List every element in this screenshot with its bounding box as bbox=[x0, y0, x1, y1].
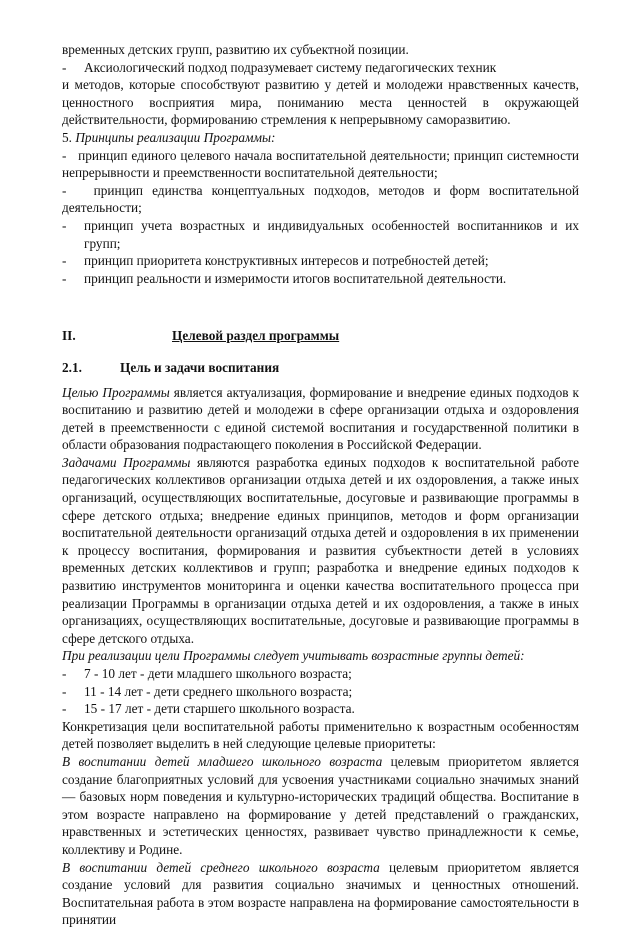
section-number: II. bbox=[62, 328, 76, 344]
list-dash: - bbox=[62, 217, 67, 233]
junior-text: целевым приоритетом является создание благоприятных условий для усвоения участниками социально значимых знаний — базовых норм поведения и культурно-исторических традиций общества. Воспитание в этом возрасте направлено на формирование у детей представлений о гражданских, нравственных и эстетических ценностях, развивает чувство принадлежности к семье, коллективу и Родине. bbox=[62, 753, 580, 857]
axiological-text: Аксиологический подход подразумевает систему педагогических техник bbox=[84, 59, 497, 75]
principles-heading bbox=[62, 129, 579, 147]
section-heading bbox=[62, 327, 579, 345]
principle-item bbox=[62, 252, 579, 270]
section-title: Целевой раздел программы bbox=[172, 328, 340, 344]
junior-paragraph bbox=[62, 753, 579, 859]
goal-text: является актуализация, формирование и внедрение единых подходов к воспитанию и развитию детей и молодежи в сфере организации отдыха и оздоровления детей в преемственности с единой системой воспитания и государственной политики в области образования подрастающего поколения в Российской Федерации. bbox=[62, 384, 579, 453]
middle-text: целевым приоритетом является создание условий для развития социально значимых и ценностных отношений. Воспитательная работа в этом возрасте направлена на формирование самостоятельности в принятии bbox=[62, 859, 580, 928]
principle-item bbox=[62, 147, 579, 182]
list-dash: - bbox=[62, 683, 67, 699]
tasks-paragraph bbox=[62, 454, 579, 648]
age-item bbox=[62, 683, 579, 701]
principle-text: принцип учета возрастных и индивидуальных особенностей воспитанников и их групп; bbox=[84, 217, 579, 251]
subsection-title: Цель и задачи воспитания bbox=[120, 359, 280, 375]
age-item bbox=[62, 665, 579, 683]
ages-heading: При реализации цели Программы следует учитывать возрастные группы детей: bbox=[62, 648, 525, 664]
principle-text: принцип реальности и измеримости итогов воспитательной деятельности. bbox=[84, 270, 507, 286]
goal-paragraph bbox=[62, 384, 579, 454]
age-text: 11 - 14 лет - дети среднего школьного возраста; bbox=[84, 683, 353, 699]
document-page bbox=[62, 41, 579, 929]
intro-line: временных детских групп, развитию их субъектной позиции. bbox=[62, 42, 409, 57]
middle-lead: В воспитании детей среднего школьного возраста bbox=[62, 859, 380, 875]
tasks-text: являются разработка единых подходов к воспитательной работе педагогических коллективов организации отдыха детей и их оздоровления, а также иных организаций, осуществляющих воспитательные, досуговые и развивающие программы в сфере детского отдыха; внедрение единых принципов, методов и форм организации воспитательной деятельности организаций отдыха детей и оздоровления в их применении к процессу воспитания, формирования и развития субъектности детей в условиях временных детских коллективов и групп; разработка и внедрение единых подходов к развитию инструментов мониторинга и оценки качества воспитательного процесса при реализации Программы в организации отдыха детей и их оздоровления, а также в иных организациях, осуществляющих воспитательные, досуговые и развивающие программы в сфере детского отдыха. bbox=[62, 454, 579, 646]
subsection-heading bbox=[62, 359, 579, 377]
list-dash: - bbox=[62, 253, 67, 269]
axiological-item bbox=[62, 59, 579, 77]
list-dash: - bbox=[62, 59, 67, 75]
principles-number: 5. bbox=[62, 129, 72, 145]
goal-lead: Целью Программы bbox=[62, 384, 170, 400]
principle-text: принцип приоритета конструктивных интересов и потребностей детей; bbox=[84, 253, 489, 269]
age-text: 15 - 17 лет - дети старшего школьного возраста. bbox=[84, 701, 355, 717]
junior-lead: В воспитании детей младшего школьного возраста bbox=[62, 753, 383, 769]
list-dash: - bbox=[62, 182, 67, 198]
tasks-lead: Задачами Программы bbox=[62, 454, 191, 470]
axiological-continuation: и методов, которые способствуют развитию у детей и молодежи нравственных качеств, ценностного восприятия мира, пониманию места ценностей в окружающей действительности, формированию стремления к непрерывному саморазвитию. bbox=[62, 77, 579, 128]
middle-paragraph bbox=[62, 859, 579, 929]
principle-item bbox=[62, 217, 579, 252]
principle-text: принцип единого целевого начала воспитательной деятельности; принцип системности непрерывности и преемственности воспитательной деятельности; bbox=[62, 147, 579, 181]
list-dash: - bbox=[62, 270, 67, 286]
list-dash: - bbox=[62, 666, 67, 681]
principle-text: принцип единства концептуальных подходов, методов и форм воспитательной деятельности; bbox=[62, 182, 579, 216]
concretization-paragraph: Конкретизация цели воспитательной работы применительно к возрастным особенностям детей позволяет выделить в ней следующие целевые приоритеты: bbox=[62, 718, 579, 752]
principles-list bbox=[62, 147, 579, 288]
principles-title: Принципы реализации Программы: bbox=[75, 129, 276, 145]
list-dash: - bbox=[62, 147, 67, 163]
list-dash: - bbox=[62, 701, 67, 717]
ages-list bbox=[62, 665, 579, 718]
subsection-number: 2.1. bbox=[62, 359, 82, 375]
principle-item bbox=[62, 270, 579, 288]
principle-item bbox=[62, 182, 579, 217]
age-item bbox=[62, 700, 579, 718]
age-text: 7 - 10 лет - дети младшего школьного возраста; bbox=[84, 666, 352, 681]
